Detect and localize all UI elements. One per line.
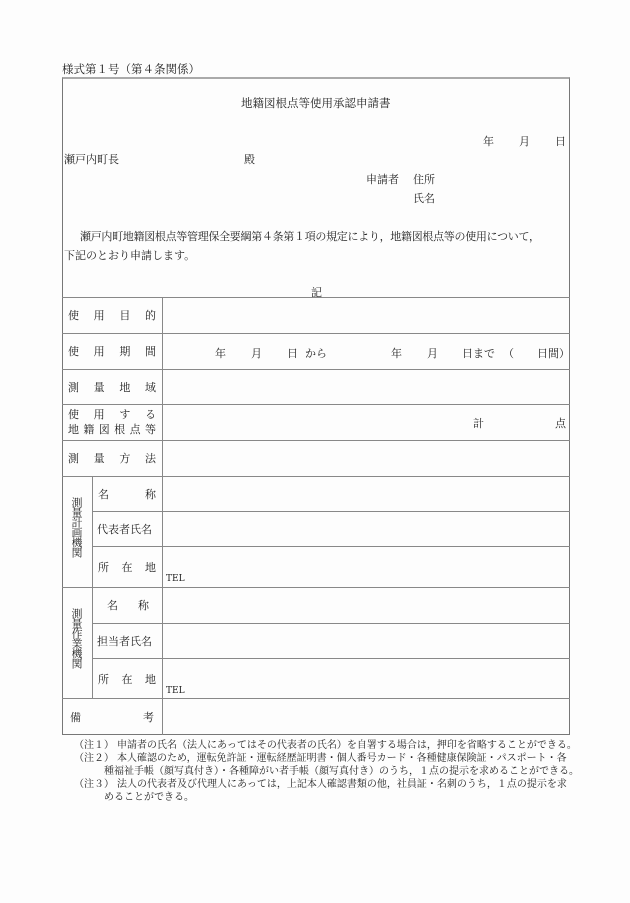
char: す xyxy=(119,407,131,421)
period-month2: 月 xyxy=(427,347,438,360)
char: る xyxy=(144,407,156,421)
char: 法 xyxy=(144,452,156,465)
char: 在 xyxy=(121,561,133,574)
char: 名 xyxy=(107,599,118,612)
char: 量 xyxy=(93,452,105,465)
note-2-text-line2: 種福祉手帳（顔写真付き）・各種障がい者手帳（顔写真付き）のうち，１点の提示を求めることができる。 xyxy=(104,766,579,777)
points-unit: 点 xyxy=(555,417,566,430)
period-year1: 年 xyxy=(215,347,226,360)
label-method xyxy=(68,448,156,468)
note-label: （注３） xyxy=(74,779,114,790)
char: 在 xyxy=(121,673,133,686)
period-from: から xyxy=(305,347,327,360)
ki-label: 記 xyxy=(311,286,322,299)
char: 備 xyxy=(70,711,81,724)
note-2 xyxy=(74,752,114,765)
addressee-honorific: 殿 xyxy=(244,153,255,166)
char: 使 xyxy=(68,309,79,322)
char: 等 xyxy=(144,422,156,436)
char: 根 xyxy=(114,422,126,436)
char: 地 xyxy=(119,381,131,394)
field-method[interactable] xyxy=(164,442,568,475)
field-area[interactable] xyxy=(164,371,568,403)
label-planning-location xyxy=(98,557,156,577)
points-total-label: 計 xyxy=(473,417,484,430)
char: 用 xyxy=(93,345,105,358)
char: 名 xyxy=(98,488,109,501)
char: 考 xyxy=(143,711,154,724)
note-1 xyxy=(74,739,114,752)
char: 目 xyxy=(119,309,131,322)
period-day1: 日 xyxy=(287,347,298,360)
label-remarks xyxy=(70,707,154,727)
body-text-line1: 瀬戸内町地籍図根点等管理保全要綱第４条第１項の規定により，地籍図根点等の使用について， xyxy=(80,230,540,243)
label-purpose xyxy=(68,305,156,325)
char: 測 xyxy=(68,381,79,394)
char: 地 xyxy=(145,673,156,686)
label-period xyxy=(68,341,156,361)
char: 称 xyxy=(138,599,149,612)
note-label: （注２） xyxy=(74,753,114,764)
date-month: 月 xyxy=(519,135,530,148)
period-open-paren: （ xyxy=(503,347,514,360)
work-tel-label: TEL xyxy=(166,686,185,696)
note-3-text-line2: めることができる。 xyxy=(104,792,194,803)
work-org-group-label: 測量作業機関 xyxy=(70,608,83,668)
char: 地 xyxy=(68,422,79,436)
char: 所 xyxy=(98,561,109,574)
applicant-name-label: 氏名 xyxy=(413,192,435,205)
char: 籍 xyxy=(83,422,95,436)
note-3-text-line1: 法人の代表者及び代理人にあっては，上記本人確認書類の他，社員証・名刺のうち，１点の提示を求 xyxy=(117,779,567,790)
note-2-text-line1: 本人確認のため，運転免許証・運転経歴証明書・個人番号カード・各種健康保険証・パスポート・各 xyxy=(117,753,567,764)
char: 量 xyxy=(93,381,105,394)
body-text-line2: 下記のとおり申請します。 xyxy=(64,249,196,262)
char: 期 xyxy=(119,345,131,358)
field-purpose[interactable] xyxy=(164,299,568,332)
applicant-address-label: 住所 xyxy=(413,173,435,186)
label-planning-name xyxy=(98,484,156,504)
char: 域 xyxy=(144,381,156,394)
period-year2: 年 xyxy=(391,347,402,360)
period-days: 日間） xyxy=(537,347,570,360)
label-work-staff: 担当者氏名 xyxy=(97,635,152,648)
char: 使 xyxy=(68,407,79,421)
char: 地 xyxy=(145,561,156,574)
label-work-name xyxy=(107,595,149,615)
char: 方 xyxy=(119,452,131,465)
addressee-name: 瀬戸内町長 xyxy=(64,153,119,166)
note-1-text: 申請者の氏名（法人にあってはその代表者の氏名）を自署する場合は，押印を省略することができる。 xyxy=(117,740,577,751)
period-day2: 日まで xyxy=(462,347,495,360)
char: 測 xyxy=(68,452,79,465)
planning-org-group-label: 測量計画機関 xyxy=(70,497,83,557)
char: 所 xyxy=(98,673,109,686)
form-number: 様式第１号（第４条関係） xyxy=(62,62,200,76)
period-month1: 月 xyxy=(251,347,262,360)
planning-tel-label: TEL xyxy=(166,574,185,584)
form-title: 地籍図根点等使用承認申請書 xyxy=(241,96,391,110)
char: 称 xyxy=(145,488,156,501)
label-area xyxy=(68,377,156,397)
date-day: 日 xyxy=(555,135,566,148)
char: 用 xyxy=(93,407,105,421)
label-planning-rep: 代表者氏名 xyxy=(97,523,152,536)
date-year: 年 xyxy=(483,135,494,148)
char: 間 xyxy=(144,345,156,358)
char: 用 xyxy=(93,309,105,322)
applicant-label: 申請者 xyxy=(366,173,399,186)
char: 点 xyxy=(129,422,141,436)
label-work-location xyxy=(98,669,156,689)
char: 的 xyxy=(144,309,156,322)
char: 使 xyxy=(68,345,79,358)
note-3 xyxy=(74,778,114,791)
note-label: （注１） xyxy=(74,740,114,751)
char: 図 xyxy=(98,422,110,436)
field-remarks[interactable] xyxy=(164,700,568,733)
